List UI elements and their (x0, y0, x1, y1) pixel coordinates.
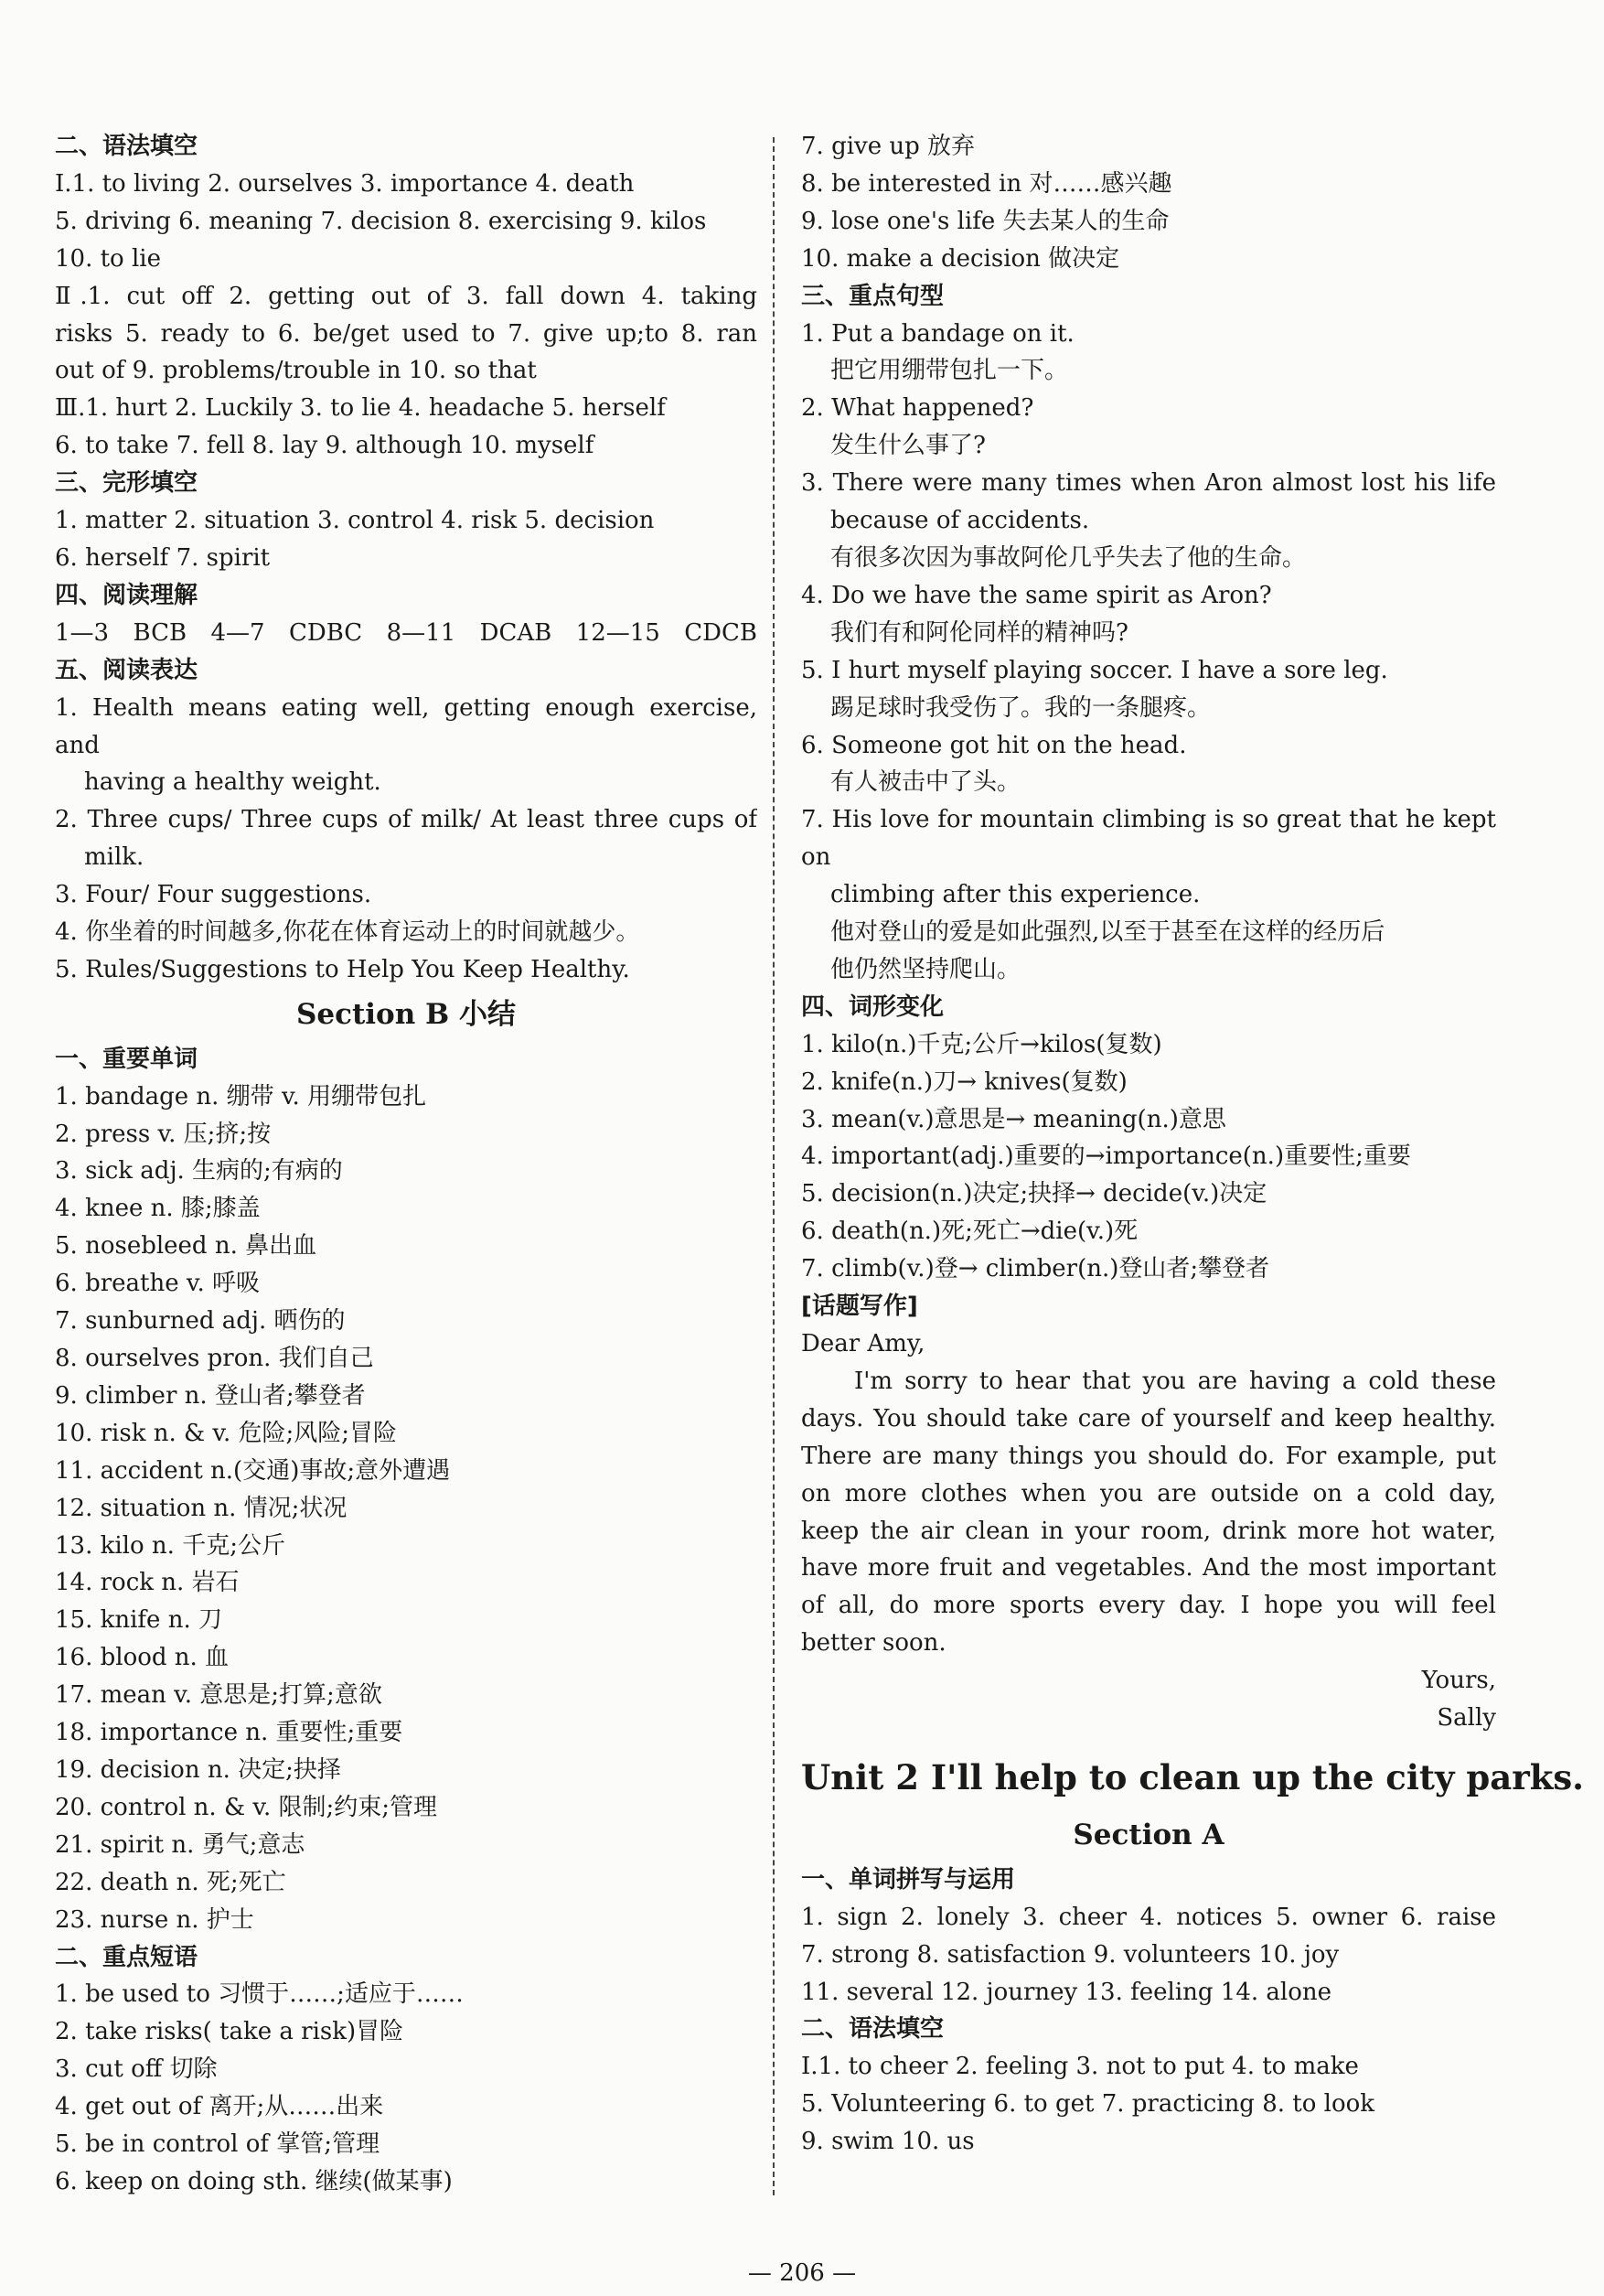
text-line: 1. kilo(n.)千克;公斤→kilos(复数) (801, 1030, 1162, 1058)
section-heading: 二、重点短语 (55, 1943, 198, 1971)
unit-title: Unit 2 I'll help to clean up the city parks. (801, 1756, 1585, 1797)
text-line: 8. be interested in 对……感兴趣 (801, 169, 1172, 198)
text-line: 5. Volunteering 6. to get 7. practicing 8. to look (801, 2090, 1375, 2119)
text-line: 1. be used to 习惯于……;适应于…… (55, 1980, 464, 2009)
section-heading: 四、阅读理解 (55, 581, 198, 609)
section-heading: 三、完形填空 (55, 469, 198, 498)
text-line: 9. swim 10. us (801, 2128, 975, 2156)
text-line: 11. accident n.(交通)事故;意外遭遇 (55, 1456, 451, 1485)
text-line: risks 5. ready to 6. be/get used to 7. give up;to 8. ran (55, 319, 757, 348)
text-line: 10. make a decision 做决定 (801, 244, 1120, 273)
text-line: 5. Rules/Suggestions to Help You Keep Healthy. (55, 955, 630, 983)
text-line: 19. decision n. 决定;抉择 (55, 1755, 341, 1784)
text-line: 5. I hurt myself playing soccer. I have a sore leg. (801, 656, 1388, 684)
section-heading: 三、重点句型 (801, 282, 945, 310)
right-column-top (801, 128, 1496, 1363)
text-line: 14. rock n. 岩石 (55, 1569, 240, 1597)
text-line: 2. knife(n.)刀→ knives(复数) (801, 1068, 1128, 1096)
text-line: 3. Four/ Four suggestions. (55, 881, 372, 909)
text-line: Ⅰ.1. to cheer 2. feeling 3. not to put 4. to make (801, 2053, 1359, 2081)
text-line: 有人被击中了头。 (830, 768, 1021, 797)
text-line: 7. His love for mountain climbing is so great that he kept on (801, 806, 1496, 872)
text-line: 23. nurse n. 护士 (55, 1905, 254, 1934)
text-line: 1—3 BCB 4—7 CDBC 8—11 DCAB 12—15 CDCB (55, 618, 757, 647)
text-line: 7. sunburned adj. 晒伤的 (55, 1307, 346, 1336)
text-line: 1. Put a bandage on it. (801, 319, 1075, 348)
text-line: 16. blood n. 血 (55, 1644, 230, 1672)
text-line: 9. climber n. 登山者;攀登者 (55, 1381, 366, 1410)
section-heading: [话题写作] (801, 1293, 918, 1321)
text-line: 9. lose one's life 失去某人的生命 (801, 207, 1170, 235)
letter-signature: Sally (1437, 1704, 1496, 1733)
text-line: 12. situation n. 情况;状况 (55, 1494, 348, 1522)
text-line: 踢足球时我受伤了。我的一条腿疼。 (830, 693, 1212, 722)
section-heading: 二、语法填空 (55, 133, 198, 160)
text-line: 2. press v. 压;挤;按 (55, 1120, 272, 1148)
right-column (801, 128, 1585, 2161)
left-column (55, 128, 757, 2201)
text-line: 21. spirit n. 勇气;意志 (55, 1830, 305, 1859)
unit2-section (801, 1756, 1585, 2161)
text-line: 6. breathe v. 呼吸 (55, 1270, 261, 1298)
text-line: 8. ourselves pron. 我们自己 (55, 1345, 374, 1372)
text-line: 5. nosebleed n. 鼻出血 (55, 1232, 317, 1261)
letter-body: I'm sorry to hear that you are having a cold these days. You should take care of yourself and keep healthy. There are many things you should do. For example, put on more clothes when you are outside on a cold day, keep the air clean in your room, drink more hot water, have more fruit and vegetables. And the most important of all, do more sports every day. I hope you will feel better soon. (801, 1367, 1496, 1658)
text-line: 4. 你坐着的时间越多,你花在体育运动上的时间就越少。 (55, 918, 640, 947)
text-line: 2. What happened? (801, 394, 1034, 423)
text-line: 10. to lie (55, 244, 161, 273)
text-line: 把它用绷带包扎一下。 (830, 357, 1069, 385)
text-line: 我们有和阿伦同样的精神吗? (830, 618, 1128, 647)
text-line: 22. death n. 死;死亡 (55, 1868, 286, 1896)
text-line: 有很多次因为事故阿伦几乎失去了他的生命。 (830, 543, 1307, 572)
text-line: 4. Do we have the same spirit as Aron? (801, 581, 1272, 609)
text-line: 5. driving 6. meaning 7. decision 8. exercising 9. kilos (55, 207, 707, 235)
text-line: milk. (84, 843, 144, 872)
text-line: 17. mean v. 意思是;打算;意欲 (55, 1681, 382, 1710)
text-line: 他仍然坚持爬山。 (830, 955, 1021, 983)
text-line: 7. give up 放弃 (801, 133, 976, 160)
text-line: 18. importance n. 重要性;重要 (55, 1719, 403, 1747)
text-line: Dear Amy, (801, 1330, 925, 1357)
text-line: 5. decision(n.)决定;抉择→ decide(v.)决定 (801, 1180, 1267, 1208)
text-line: 15. knife n. 刀 (55, 1606, 222, 1635)
text-line: 7. strong 8. satisfaction 9. volunteers 10. joy (801, 1940, 1340, 1969)
text-line: 6. to take 7. fell 8. lay 9. although 10. myself (55, 432, 594, 460)
section-heading: 二、语法填空 (801, 2015, 945, 2044)
section-heading: 一、单词拼写与运用 (801, 1865, 1016, 1894)
text-line: Ⅰ.1. to living 2. ourselves 3. importance 4. death (55, 169, 635, 198)
text-line: 7. climb(v.)登→ climber(n.)登山者;攀登者 (801, 1255, 1270, 1283)
text-line: having a healthy weight. (84, 768, 381, 797)
text-line: 3. cut off 切除 (55, 2055, 218, 2084)
text-line: 3. There were many times when Aron almost lost his life (801, 469, 1496, 498)
section-title: Section A (1073, 1818, 1224, 1851)
text-line: 2. take risks( take a risk)冒险 (55, 2018, 404, 2046)
text-line: 20. control n. & v. 限制;约束;管理 (55, 1793, 438, 1821)
text-line: 2. Three cups/ Three cups of milk/ At least three cups of (55, 806, 757, 834)
page-number: — 206 — (747, 2259, 857, 2287)
text-line: 6. herself 7. spirit (55, 543, 271, 572)
text-line: out of 9. problems/trouble in 10. so that (55, 357, 537, 385)
text-line: 他对登山的爱是如此强烈,以至于甚至在这样的经历后 (830, 918, 1385, 947)
text-line: because of accidents. (830, 507, 1090, 535)
section-heading: 四、词形变化 (801, 992, 945, 1021)
section-heading: 一、重要单词 (55, 1045, 198, 1073)
text-line: 4. knee n. 膝;膝盖 (55, 1195, 261, 1223)
text-line: 11. several 12. journey 13. feeling 14. alone (801, 1978, 1332, 2006)
letter-closing: Yours, (1421, 1667, 1496, 1695)
text-line: 1. matter 2. situation 3. control 4. risk 5. decision (55, 507, 655, 535)
text-line: climbing after this experience. (830, 881, 1201, 909)
text-line: 1. bandage n. 绷带 v. 用绷带包扎 (55, 1082, 427, 1110)
section-title: Section B 小结 (295, 997, 517, 1031)
text-line: Ⅲ.1. hurt 2. Luckily 3. to lie 4. headache 5. herself (55, 394, 666, 423)
text-line: 1. sign 2. lonely 3. cheer 4. notices 5. owner 6. raise (801, 1903, 1496, 1931)
text-line: 6. Someone got hit on the head. (801, 731, 1187, 759)
text-line: 3. mean(v.)意思是→ meaning(n.)意思 (801, 1105, 1226, 1133)
text-line: 5. be in control of 掌管;管理 (55, 2130, 380, 2159)
text-line: 4. get out of 离开;从……出来 (55, 2093, 384, 2121)
text-line: 发生什么事了? (830, 432, 986, 460)
text-line: 1. Health means eating well, getting enough exercise, and (55, 693, 757, 759)
section-heading: 五、阅读表达 (55, 656, 198, 684)
text-line: 13. kilo n. 千克;公斤 (55, 1531, 285, 1560)
text-line: 6. keep on doing sth. 继续(做某事) (55, 2167, 453, 2195)
text-line: 6. death(n.)死;死亡→die(v.)死 (801, 1218, 1139, 1246)
text-line: 4. important(adj.)重要的→importance(n.)重要性;重要 (801, 1143, 1411, 1171)
text-line: 3. sick adj. 生病的;有病的 (55, 1157, 343, 1186)
column-divider (773, 137, 775, 2195)
text-line: 10. risk n. & v. 危险;风险;冒险 (55, 1419, 398, 1447)
text-line: Ⅱ.1. cut off 2. getting out of 3. fall down 4. taking (55, 282, 757, 310)
